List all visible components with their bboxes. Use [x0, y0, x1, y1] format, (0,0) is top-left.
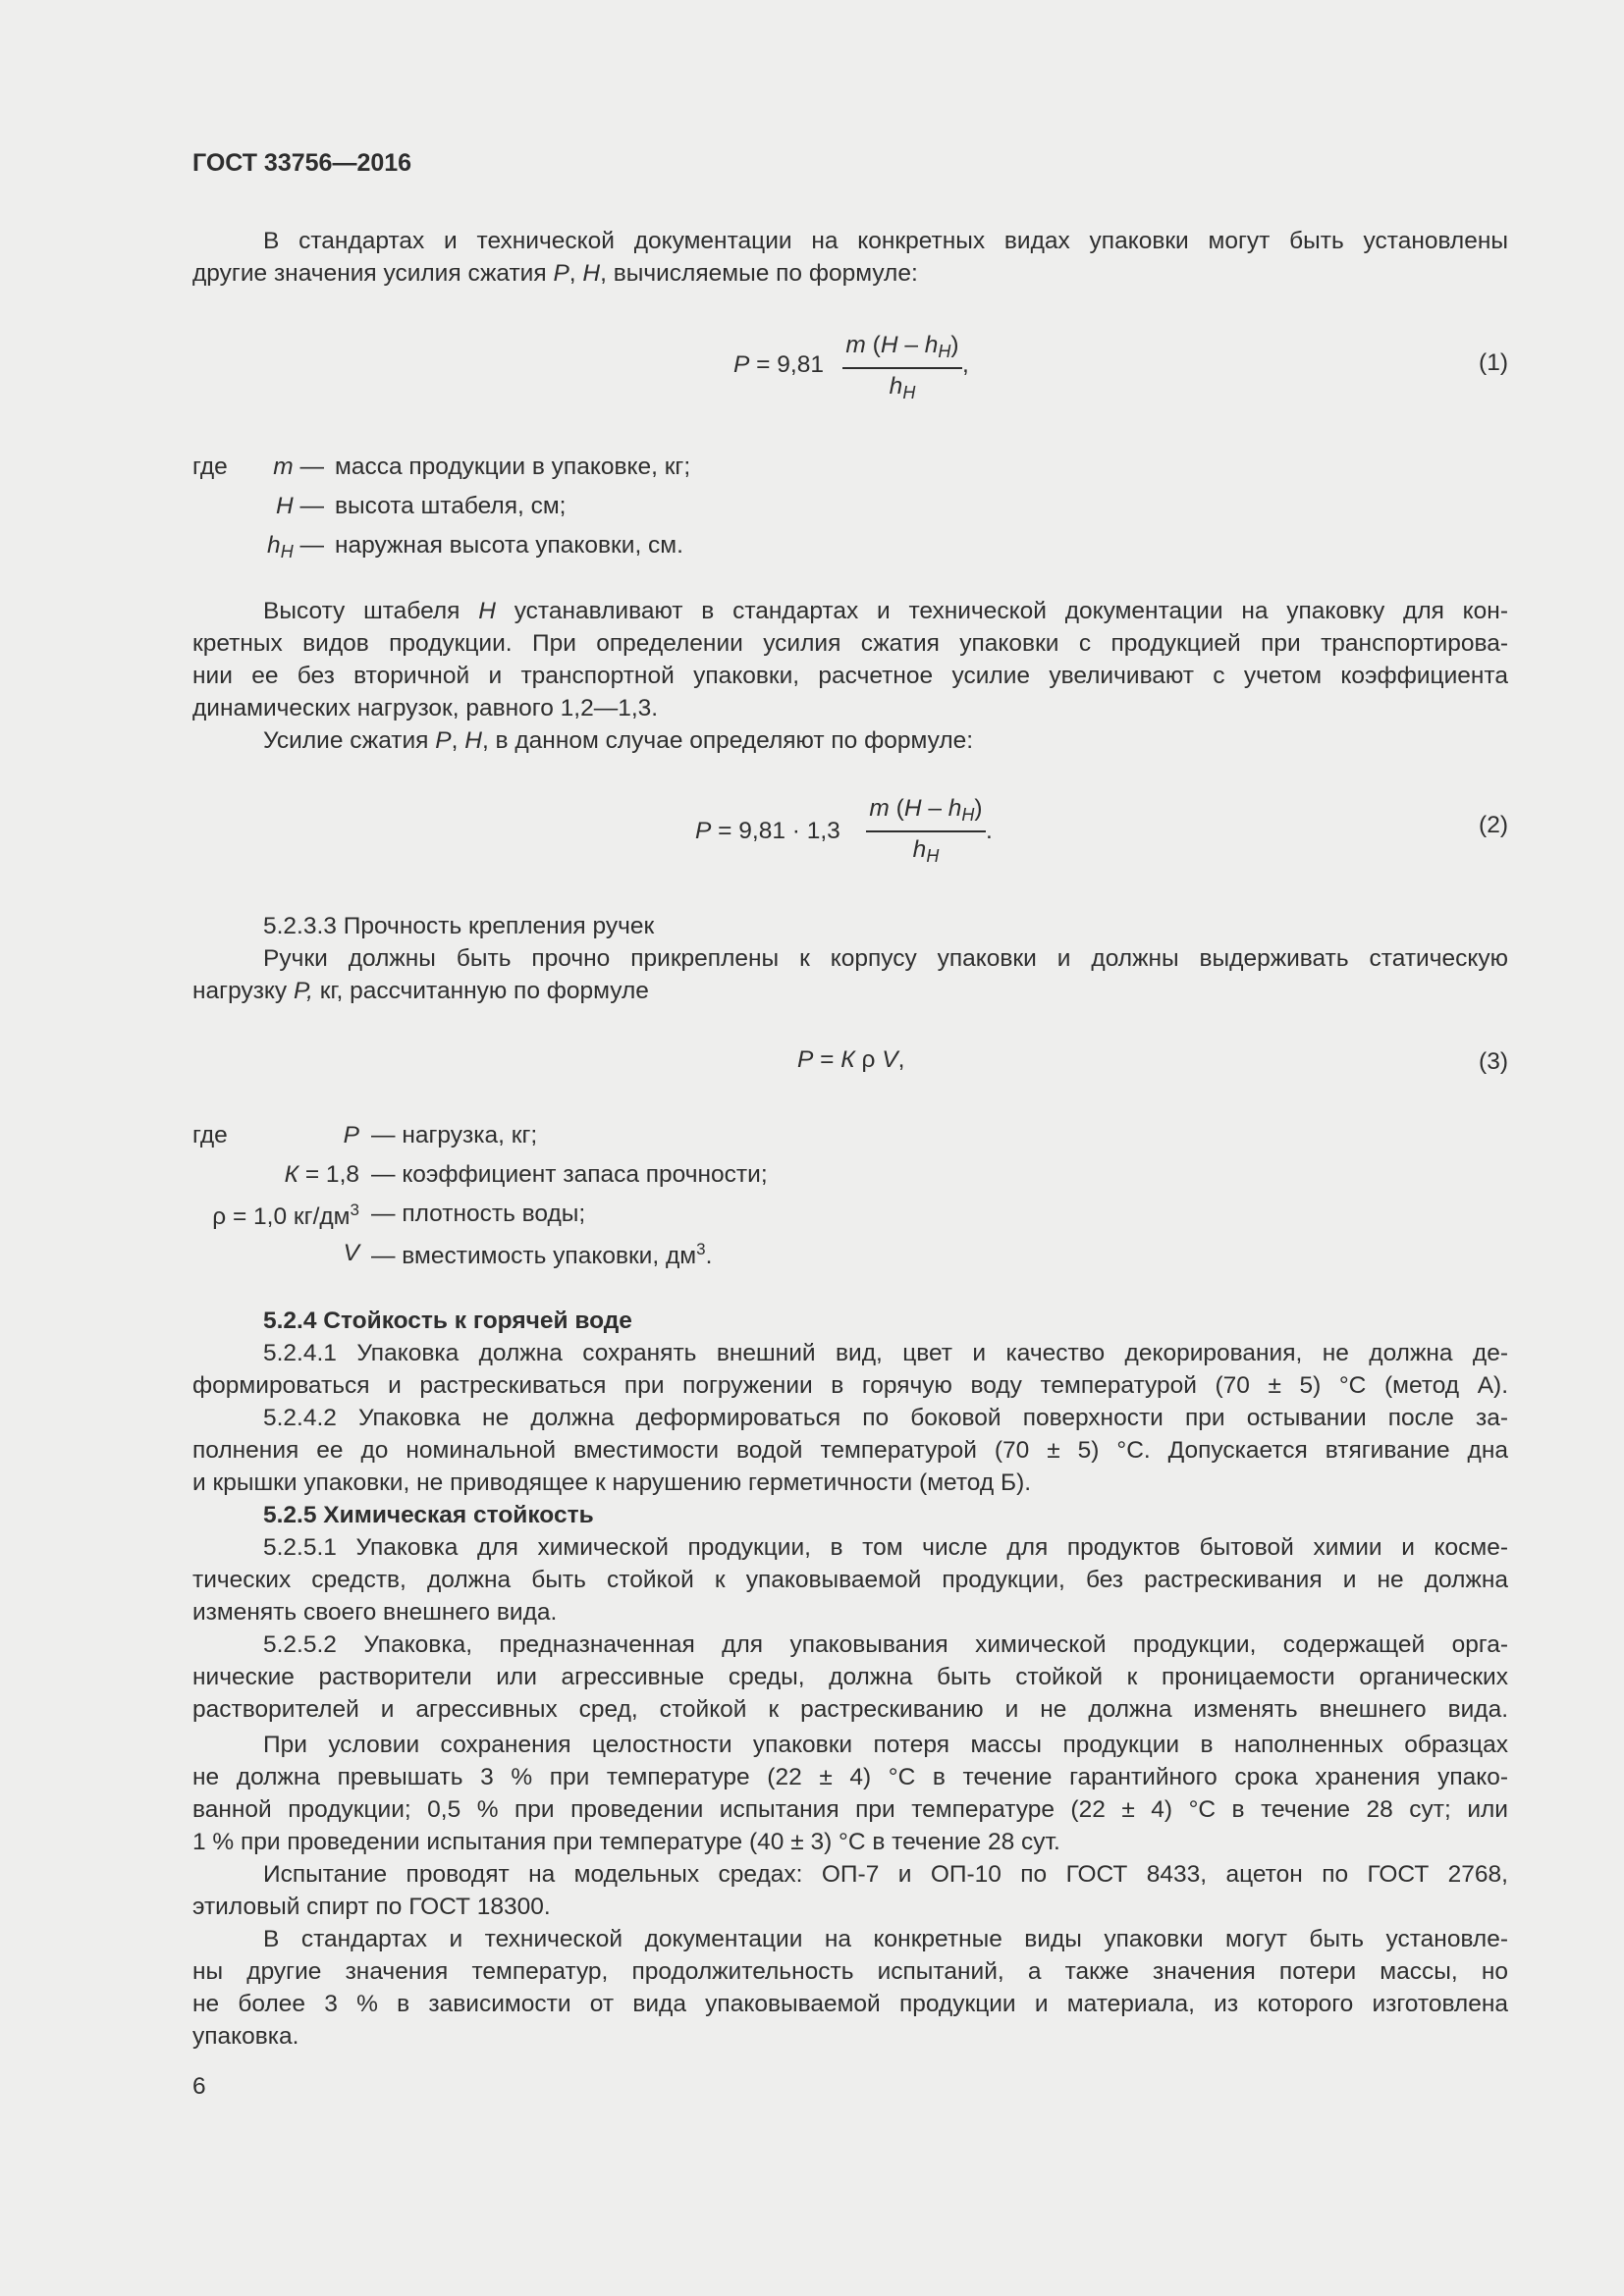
section-524-line-5: и крышки упаковки, не приводящее к нарушению герметичности (метод Б). — [192, 1469, 1032, 1496]
section-5233-line-1: Ручки должны быть прочно прикреплены к корпусу упаковки и должны выдерживать статическую — [263, 945, 1508, 972]
section-525-line-8: не должна превышать 3 % при температуре (22 ± 4) °С в течение гарантийного срока хранения упако- — [192, 1764, 1508, 1790]
section-524-line-2: формироваться и растрескиваться при погружении в горячую воду температурой (70 ± 5) °С (метод А). — [192, 1372, 1508, 1399]
section-525-line-13: В стандартах и технической документации на конкретные виды упаковки могут быть установле- — [263, 1926, 1508, 1952]
section-525-line-11: Испытание проводят на модельных средах: ОП-7 и ОП-10 по ГОСТ 8433, ацетон по ГОСТ 2768, — [263, 1861, 1508, 1888]
document-header: ГОСТ 33756—2016 — [192, 149, 412, 177]
equation-number-1: (1) — [1479, 349, 1508, 376]
section-525-line-7: При условии сохранения целостности упаковки потеря массы продукции в наполненных образцах — [263, 1732, 1508, 1758]
section-525-line-16: упаковка. — [192, 2023, 299, 2050]
intro-line-1: В стандартах и технической документации на конкретных видах упаковки могут быть установлены — [263, 228, 1508, 254]
section-5233-line-2: нагрузку P, кг, рассчитанную по формуле — [192, 978, 649, 1004]
section-525-line-9: ванной продукции; 0,5 % при проведении испытания при температуре (22 ± 4) °С в течение 28 сут; или — [192, 1796, 1508, 1823]
section-525-title: 5.2.5 Химическая стойкость — [263, 1502, 594, 1528]
legend-where: где — [192, 454, 228, 480]
section-524-line-4: полнения ее до номинальной вместимости водой температурой (70 ± 5) °С. Допускается втягивание дна — [192, 1437, 1508, 1464]
equation-number-3: (3) — [1479, 1048, 1508, 1075]
section-525-line-5: нические растворители или агрессивные среды, должна быть стойкой к проницаемости органических — [192, 1664, 1508, 1690]
page-number: 6 — [192, 2073, 206, 2100]
section-525-line-2: тических средств, должна быть стойкой к упаковываемой продукции, без растрескивания и не должна — [192, 1567, 1508, 1593]
height-line-5: Усилие сжатия P, H, в данном случае определяют по формуле: — [263, 727, 974, 754]
height-line-4: динамических нагрузок, равного 1,2—1,3. — [192, 695, 659, 721]
section-525-line-15: не более 3 % в зависимости от вида упаковываемой продукции и материала, из которого изготовлена — [192, 1991, 1508, 2017]
section-525-line-12: этиловый спирт по ГОСТ 18300. — [192, 1894, 551, 1920]
section-5233-title: 5.2.3.3 Прочность крепления ручек — [263, 913, 655, 939]
section-524-title: 5.2.4 Стойкость к горячей воде — [263, 1308, 632, 1334]
intro-line-2: другие значения усилия сжатия P, H, вычисляемые по формуле: — [192, 260, 918, 287]
height-line-1: Высоту штабеля H устанавливают в стандартах и технической документации на упаковку для кон- — [263, 598, 1508, 624]
section-525-line-10: 1 % при проведении испытания при температуре (40 ± 3) °С в течение 28 сут. — [192, 1829, 1060, 1855]
section-524-line-3: 5.2.4.2 Упаковка не должна деформироваться по боковой поверхности при остывании после за- — [263, 1405, 1508, 1431]
height-line-2: кретных видов продукции. При определении усилия сжатия упаковки с продукцией при транспортирова- — [192, 630, 1508, 657]
section-525-line-4: 5.2.5.2 Упаковка, предназначенная для упаковывания химической продукции, содержащей орга- — [263, 1631, 1508, 1658]
section-525-line-3: изменять своего внешнего вида. — [192, 1599, 558, 1626]
section-525-line-1: 5.2.5.1 Упаковка для химической продукции, в том числе для продуктов бытовой химии и косме- — [263, 1534, 1508, 1561]
height-line-3: нии ее без вторичной и транспортной упаковки, расчетное усилие увеличивают с учетом коэффициента — [192, 663, 1508, 689]
section-525-line-6: растворителей и агрессивных сред, стойкой к растрескиванию и не должна изменять внешнего вида. — [192, 1696, 1508, 1723]
legend-where: где — [192, 1122, 228, 1148]
equation-number-2: (2) — [1479, 812, 1508, 838]
section-525-line-14: ны другие значения температур, продолжительность испытаний, а также значения потери массы, но — [192, 1958, 1508, 1985]
section-524-line-1: 5.2.4.1 Упаковка должна сохранять внешний вид, цвет и качество декорирования, не должна де- — [263, 1340, 1508, 1366]
